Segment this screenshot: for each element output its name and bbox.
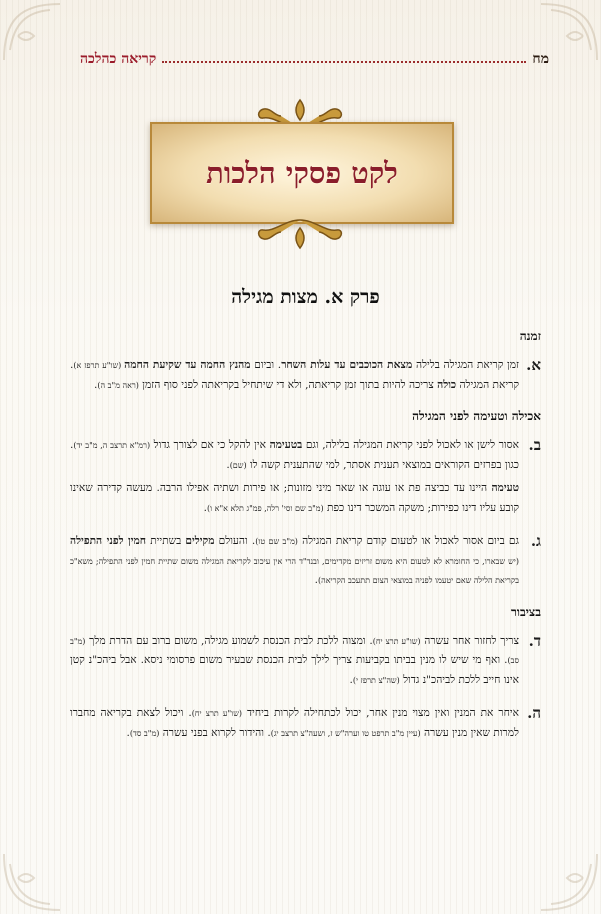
paragraph (70, 532, 541, 591)
paragraph-letter: ב. (528, 436, 541, 454)
paragraph-text: צריך לחזור אחר עשרה (שו"ע תרצ יח). ומצוה ללכת לבית הכנסת לשמוע מגילה, משום ברוב עם הדרת מלך (מ"ב סב). ואף מי שיש לו מנין בביתו בקביעות צריך לילך לבית הכנסת שבעיר משום פרסומי ניסא. אבל ביהכ"נ קטן אינו חייב ללכת לביהכ"נ גדול (שה"צ תרפז י). (70, 634, 519, 686)
paragraph-text: גם ביום אסור לאכול או לטעום קודם קריאת המגילה (מ"ב שם טו). והעולם מקילים בשתיית חמין לפני התפילה (יש שבארו, כי החומרא לא לטעום היא משום זריזים מקדימים, ובנד"ד הרי אין עיכוב לקריאת המגילה משום שתיית חמין לפני התפילה; משא"כ בקריאת הלילה שאם יטעמו לפניה במוצאי הצום תתעכב הקריאה). (70, 535, 519, 586)
paragraph-note: טעימה היינו עד כביצה פת או עוגה או שאר מיני מזונות; או פירות ושתיה אפילו הרבה. מעשה קדירה שאינו קובע עליו דינו כפירות; משקה המשכר דינו כפת (מ"ב שם וסי' רלה, פמ"ג תלא א"א ו). (70, 482, 519, 514)
section-heading: זמנה (519, 329, 541, 343)
corner-flourish-ornament (531, 844, 601, 914)
paragraph-letter: ד. (528, 631, 541, 650)
source-citation: (מ"ב שם טו) (255, 537, 298, 546)
page-body (70, 286, 541, 757)
chapter-title: פרק א. מצות מגילה (231, 286, 380, 308)
source-citation: (מ"ב שם וסי' רלה, פמ"ג תלא א"א ו) (206, 503, 324, 513)
paragraph (70, 436, 541, 518)
source-citation: (מ"ב סד) (129, 728, 160, 738)
corner-flourish-ornament (0, 844, 70, 914)
source-citation: (שו"ע תרצ יח) (372, 636, 421, 646)
source-citation: (שם) (229, 460, 247, 470)
dotted-leader (162, 61, 526, 63)
source-citation: (שו"ע תרפז א) (73, 361, 125, 370)
paragraph-text: אסור לישן או לאכול לפני קריאת המגילה בלילה, וגם בטעימה אין להקל כי אם לצורך גדול (רמ"א תרצב ה, מ"ב יד). כגון בפרזים הקוראים במוצאי תענית אסתר, למי שהתענית קשה לו (שם). טעימה היינו עד כביצה פת או עוגה או שאר מיני מזונות; או פירות ושתיה אפילו הרבה. מעשה קדירה שאינו קובע עליו דינו כפירות; משקה המשכר דינו כפת (מ"ב שם וסי' רלה, פמ"ג תלא א"א ו). (70, 436, 519, 518)
paragraph-text: איחר את המנין ואין מצוי מנין אחר, יכול לכתחילה לקרות ביחיד (שו"ע תרצ יח). ויכול לצאת בקריאה מחברו למרות שאין מנין עשרה (עיין מ"ב תרפט טו וערה"ש ז, ושעה"צ תרצב יג). והידור לקרוא בפני עשרה (מ"ב סד). (70, 707, 519, 739)
title-banner (150, 94, 450, 254)
paragraph-letter: ה. (527, 704, 541, 722)
paragraph-letter: א. (526, 356, 541, 374)
corner-flourish-ornament (0, 0, 70, 70)
scroll-ornament-icon (255, 218, 345, 254)
source-citation: (ראה מ"ב ה) (97, 380, 139, 390)
source-citation: (יש שבארו, כי החומרא לא לטעום היא משום זריזים מקדימים, ובנד"ד הרי אין עיכוב לקריאת המגילה משום שתיית חמין לפני התפילה; משא"כ בקריאת הלילה שאם יטעמו לפניה במוצאי הצום תתעכב הקריאה) (70, 556, 519, 585)
source-citation: (שה"צ תרפז י) (352, 675, 400, 685)
page-number: מח (532, 51, 549, 67)
running-title: קריאה כהלכה (80, 51, 157, 67)
paragraph-letter: ג. (530, 532, 541, 550)
paragraph (70, 632, 541, 691)
source-citation: (מ"ב סב) (70, 636, 519, 665)
source-citation: (שו"ע תרצ יח) (191, 709, 242, 718)
source-citation: (עיין מ"ב תרפט טו וערה"ש ז, ושעה"צ תרצב יג) (270, 728, 421, 738)
source-citation: (רמ"א תרצב ה, מ"ב יד) (73, 441, 151, 450)
paragraph-text: זמן קריאת המגילה בלילה מצאת הכוכבים עד עלות השחר. וביום מהנץ החמה עד שקיעת החמה (שו"ע תרפז א). קריאת המגילה כולה צריכה להיות בתוך זמן קריאתה, ולא די שיתחיל בקריאתה לפני סוף הזמן (ראה מ"ב ה). (70, 359, 519, 391)
section-heading: אכילה וטעימה לפני המגילה (412, 409, 541, 423)
paragraph (70, 356, 541, 395)
paragraph (70, 704, 541, 743)
running-header (80, 42, 549, 68)
banner-plate (150, 122, 454, 224)
section-heading: בציבור (511, 604, 541, 619)
banner-title: לקט פסקי הלכות (206, 155, 398, 190)
